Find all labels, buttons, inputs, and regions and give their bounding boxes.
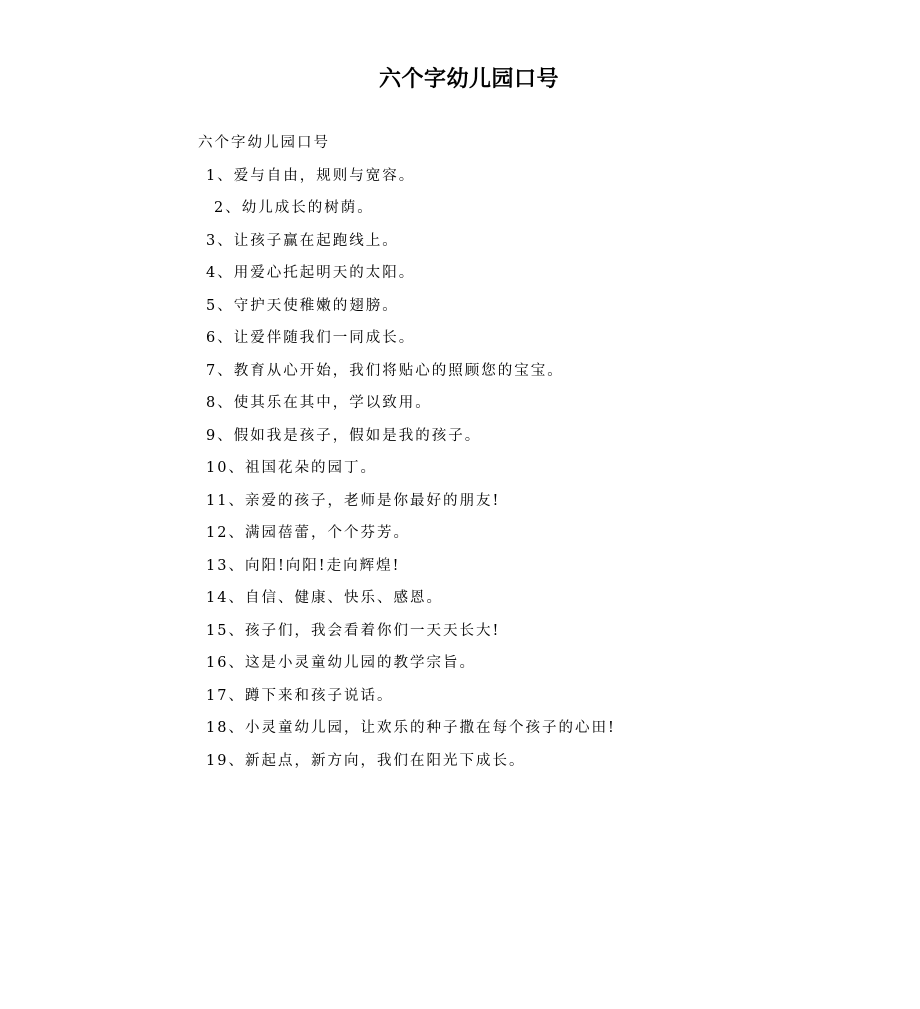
slogan-item: 6、让爱伴随我们一同成长。 <box>206 330 416 346</box>
slogan-item: 10、祖国花朵的园丁。 <box>206 460 377 476</box>
document-subtitle: 六个字幼儿园口号 <box>198 135 330 151</box>
slogan-item: 8、使其乐在其中，学以致用。 <box>206 395 432 411</box>
slogan-item: 9、假如我是孩子，假如是我的孩子。 <box>206 427 482 444</box>
slogan-item: 14、自信、健康、快乐、感恩。 <box>206 590 443 606</box>
slogan-item: 19、新起点，新方向，我们在阳光下成长。 <box>206 752 526 769</box>
slogan-item: 4、用爱心托起明天的太阳。 <box>206 265 416 281</box>
slogan-item: 7、教育从心开始，我们将贴心的照顾您的宝宝。 <box>206 362 564 379</box>
slogan-item: 16、这是小灵童幼儿园的教学宗旨。 <box>206 655 476 671</box>
slogan-item: 15、孩子们，我会看着你们一天天长大! <box>206 622 501 639</box>
slogan-item: 1、爱与自由，规则与宽容。 <box>206 167 416 184</box>
document-body <box>198 131 838 781</box>
slogan-item: 11、亲爱的孩子，老师是你最好的朋友! <box>206 492 501 509</box>
slogan-item: 13、向阳!向阳!走向辉煌! <box>206 557 401 574</box>
slogan-item: 2、幼儿成长的树荫。 <box>214 200 374 216</box>
document-title: 六个字幼儿园口号 <box>378 67 559 92</box>
slogan-item: 12、满园蓓蕾，个个芬芳。 <box>206 525 410 541</box>
slogan-item: 3、让孩子赢在起跑线上。 <box>206 232 399 249</box>
slogan-item: 18、小灵童幼儿园，让欢乐的种子撒在每个孩子的心田! <box>206 720 616 736</box>
slogan-item: 17、蹲下来和孩子说话。 <box>206 687 394 704</box>
slogan-item: 5、守护天使稚嫩的翅膀。 <box>206 297 399 314</box>
